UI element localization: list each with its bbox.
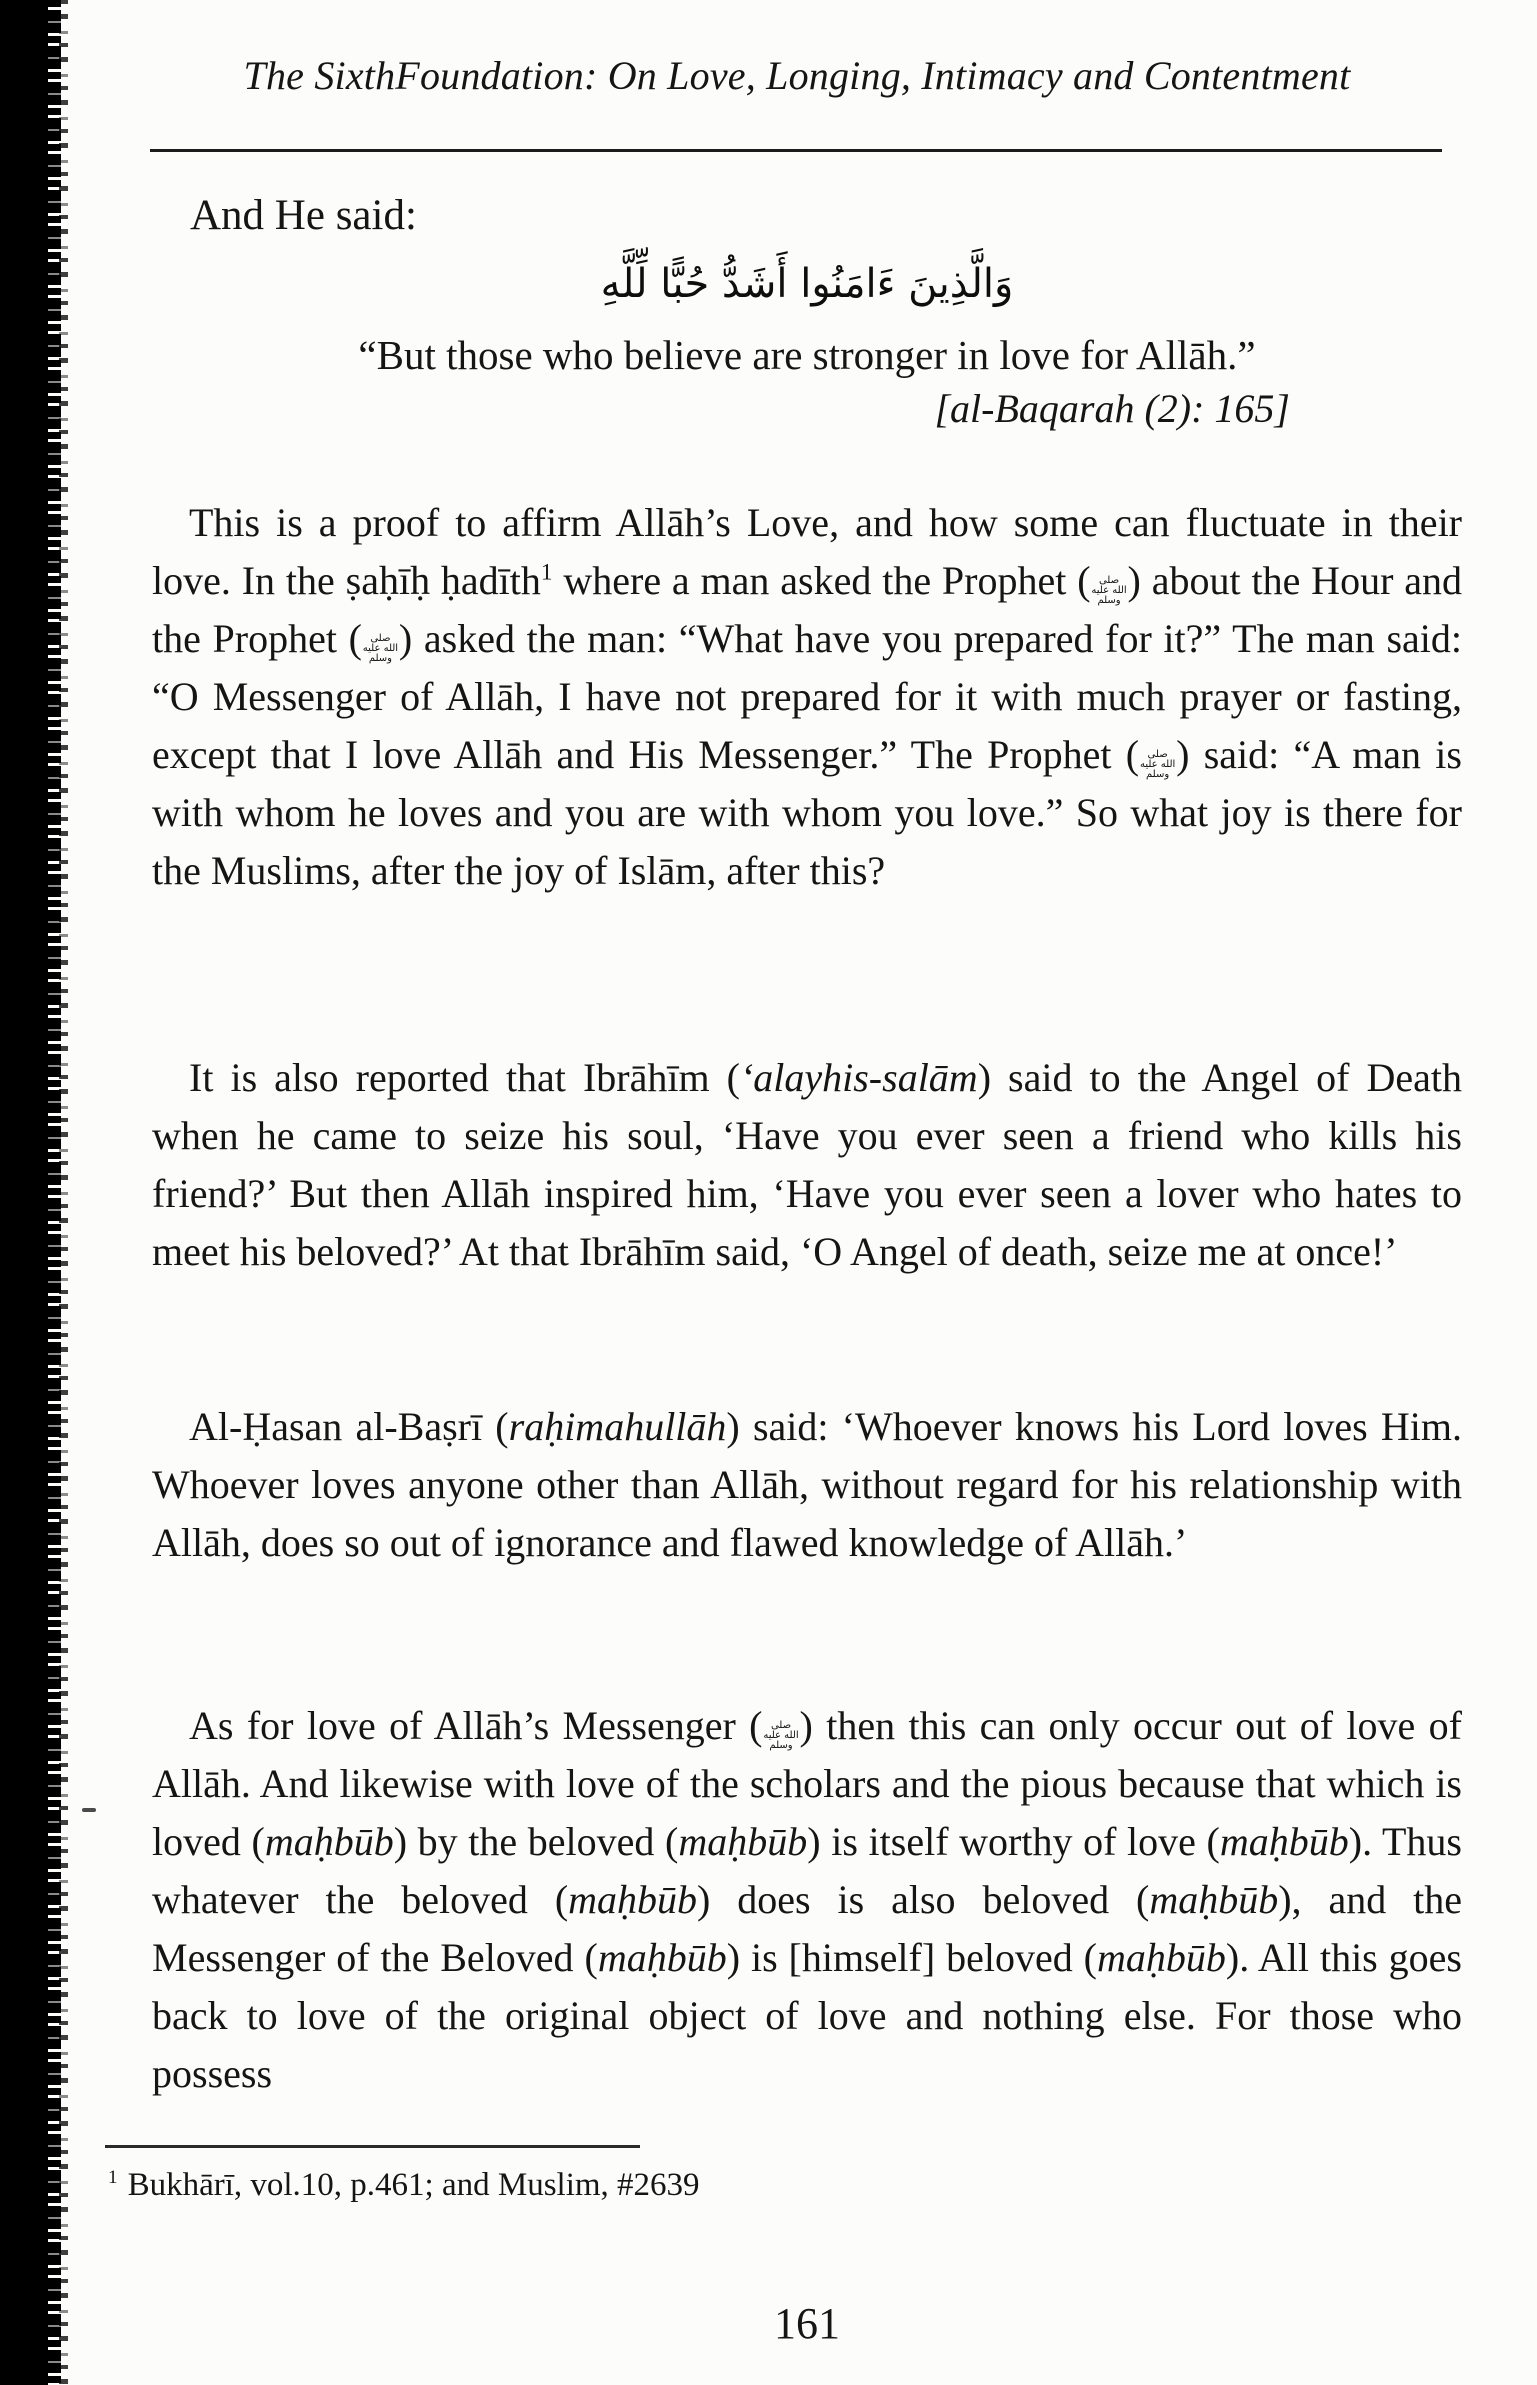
- paragraph-2: It is also reported that Ibrāhīm (‘alayhis-salām) said to the Angel of Death when he came to seize his soul, ‘Have you ever seen a friend who kills his friend?’ But then Allāh inspired him, ‘Have you ever seen a lover who hates to meet his beloved?’ At that Ibrāhīm said, ‘O Angel of death, seize me at once!’: [152, 1055, 1463, 1274]
- page-number: 161: [774, 2299, 840, 2348]
- italic-term: maḥbūb: [264, 1819, 394, 1864]
- scan-border-left: [0, 0, 48, 2385]
- italic-term: maḥbūb: [1096, 1935, 1226, 1980]
- italic-term: raḥimahullāh: [508, 1404, 727, 1449]
- prophet-salutation-glyph: صلى الله عليه وسلم: [1091, 574, 1127, 606]
- italic-term: maḥbūb: [597, 1935, 727, 1980]
- italic-term: maḥbūb: [568, 1877, 698, 1922]
- scan-artifact-dash: [82, 1808, 96, 1812]
- italic-term: maḥbūb: [1219, 1819, 1349, 1864]
- prophet-salutation-glyph: صلى الله عليه وسلم: [1139, 748, 1176, 780]
- italic-term: ‘alayhis-salām: [739, 1055, 978, 1100]
- paragraph-1: This is a proof to affirm Allāh’s Love, and how some can fluctuate in their love. In the ṣaḥīḥ ḥadīth$^1$ where a man asked the Prophet ( صلى الله عليه وسلم ) about the Hour and the Prophet ( صلى الله عليه وسلم ) asked the man: “What have you prepared for it?” The man said: “O Messenger of Allāh, I have not prepared for it with much prayer or fasting, except that I love Allāh and His Messenger.” The Prophet ( صلى الله عليه وسلم ) said: “A man is with whom he loves and you are with whom you love.” So what joy is there for the Muslims, after the joy of Islām, after this?: [152, 500, 1462, 893]
- footnote-rule: [105, 2145, 640, 2148]
- prophet-salutation-glyph: صلى الله عليه وسلم: [763, 1719, 799, 1751]
- header-rule: [150, 149, 1442, 152]
- paragraph-3: Al-Ḥasan al-Baṣrī (raḥimahullāh) said: ‘Whoever knows his Lord loves Him. Whoever loves anyone other than Allāh, without regard for his relationship with Allāh, does so out of ignorance and flawed knowledge of Allāh.’: [152, 1404, 1462, 1565]
- arabic-verse: وَالَّذِينَ ءَامَنُوا أَشَدُّ حُبًّا لِّلَّهِ: [600, 261, 1014, 307]
- verse-citation: [al-Baqarah (2): 165]: [934, 386, 1290, 431]
- intro-line: And He said:: [190, 192, 417, 239]
- running-header: The SixthFoundation: On Love, Longing, Intimacy and Contentment: [243, 53, 1351, 98]
- verse-translation: “But those who believe are stronger in love for Allāh.”: [358, 332, 1256, 378]
- italic-term: maḥbūb: [678, 1819, 808, 1864]
- footnote: [108, 2163, 1438, 2207]
- prophet-salutation-glyph: صلى الله عليه وسلم: [362, 632, 399, 664]
- footnote-ref: 1: [540, 559, 553, 586]
- italic-term: maḥbūb: [1149, 1877, 1279, 1922]
- paragraph-4: As for love of Allāh’s Messenger ( صلى الله عليه وسلم ) then this can only occur out of love of Allāh. And likewise with love of the scholars and the pious because that which is loved (maḥbūb) by the beloved (maḥbūb) is itself worthy of love (maḥbūb). Thus whatever the beloved (maḥbūb) does is also beloved (maḥbūb), and the Messenger of the Beloved (maḥbūb) is [himself] beloved (maḥbūb). All this goes back to love of the original object of love and nothing else. For those who possess: [152, 1703, 1463, 2096]
- footnote-text: Bukhārī, vol.10, p.461; and Muslim, #2639: [127, 2167, 700, 2203]
- scan-border-ragged-edge-2: [59, 0, 68, 2385]
- footnote-marker: 1: [108, 2167, 118, 2188]
